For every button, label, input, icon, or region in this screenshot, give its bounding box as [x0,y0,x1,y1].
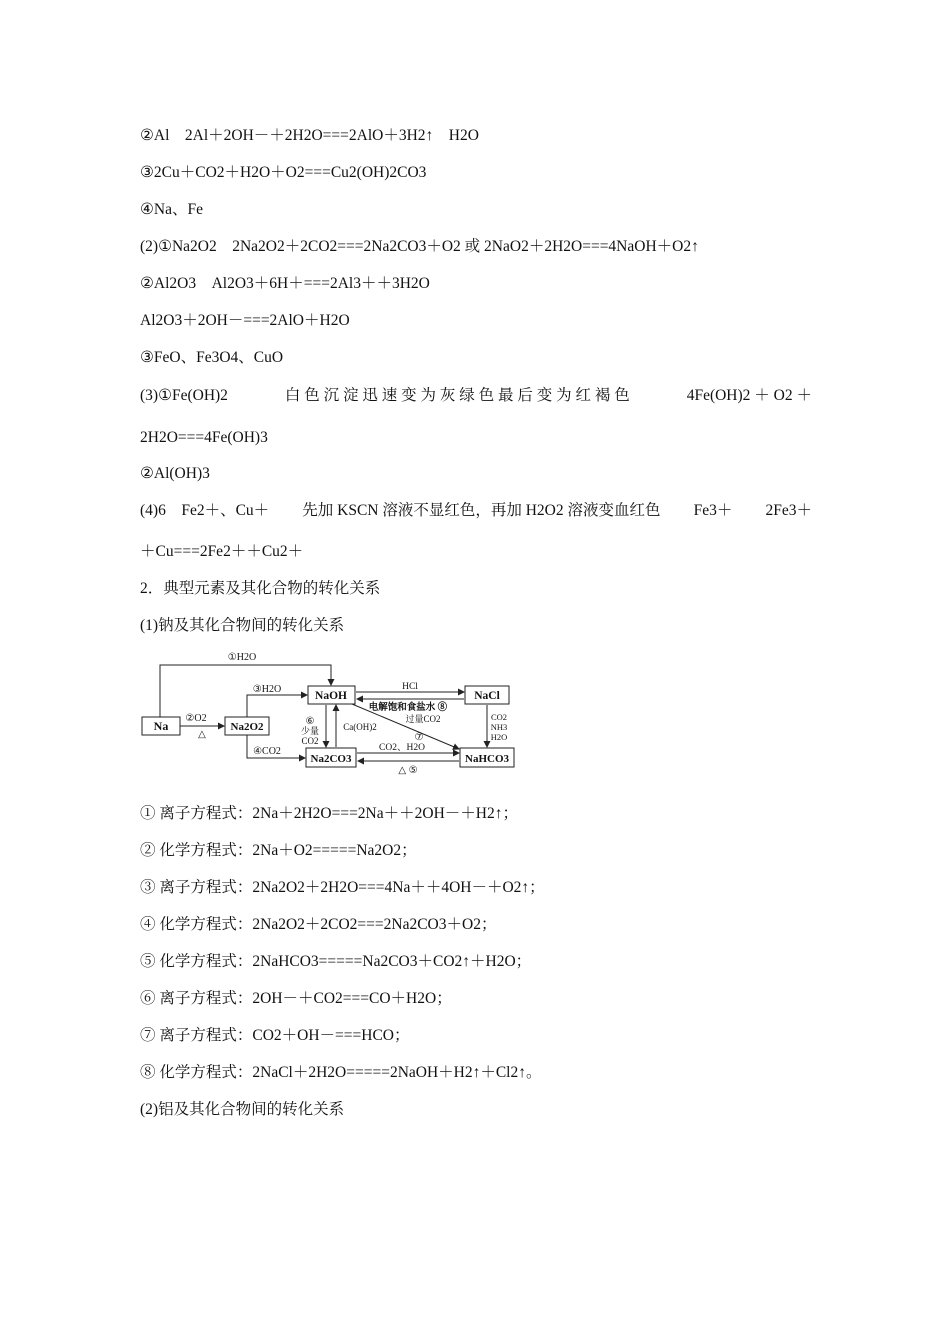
answer-part: (3)①Fe(OH)2 [140,387,228,404]
reaction-4-label: ④CO2 [253,746,281,757]
na2o2-label: Na2O2 [230,721,264,733]
reaction-6-amount: 少量 [300,726,320,736]
equation-line: ④ 化学方程式：2Na2O2＋2CO2===2Na2CO3＋O2； [140,916,497,933]
equation-line: ① 离子方程式：2Na＋2H2O===2Na＋＋2OH－＋H2↑； [140,805,518,822]
reaction-7-co2-label: 过量CO2 [405,714,441,724]
equation-line: ⑧ 化学方程式：2NaCl＋2H2O=====2NaOH＋H2↑＋Cl2↑。 [140,1064,542,1081]
answer-line: ＋Cu===2Fe2＋＋Cu2＋ [140,543,304,560]
answer-line [140,385,812,407]
answer-part: 先加 KSCN 溶液不显红色，再加 H2O2 溶液变血红色 [302,502,661,519]
reaction-2-label: ②O2 [185,713,207,724]
reaction-2-condition: △ [198,729,206,740]
answer-part: Fe3＋ [693,502,733,519]
equation-line: ② 化学方程式：2Na＋O2=====Na2O2； [140,842,417,859]
section-heading: 2．典型元素及其化合物的转化关系 [140,580,381,597]
answer-line: 2H2O===4Fe(OH)3 [140,429,268,446]
equation-line: ⑥ 离子方程式：2OH－＋CO2===CO＋H2O； [140,990,452,1007]
naoh-label: NaOH [315,690,347,702]
answer-part: (4)6 Fe2＋、Cu＋ [140,502,270,519]
reaction-8-label: 电解饱和食盐水 ⑧ [368,703,448,713]
nacl-label: NaCl [474,690,500,702]
reagent-h2o-label: H2O [490,732,508,742]
answer-part: 4Fe(OH)2 ＋ O2 ＋ [686,387,812,404]
sodium-conversion-diagram [140,648,520,778]
answer-part: 白 色 沉 淀 迅 速 变 为 灰 绿 色 最 后 变 为 红 褐 色 [284,387,630,404]
answer-line: (2)①Na2O2 2Na2O2＋2CO2===2Na2CO3＋O2 或 2NaO2＋2H2O===4NaOH＋O2↑ [140,238,699,255]
na2co3-label: Na2CO3 [310,753,352,765]
reaction-1-label: ①H2O [227,652,257,663]
equation-line: ⑤ 化学方程式：2NaHCO3=====Na2CO3＋CO2↑＋H2O； [140,953,532,970]
reagent-co2-label: CO2 [490,712,508,722]
equation-line: ⑦ 离子方程式：CO2＋OH－===HCO； [140,1027,410,1044]
answer-line: Al2O3＋2OH－===2AlO＋H2O [140,312,350,329]
answer-part: 2Fe3＋ [765,502,812,519]
reaction-6-reagent: CO2 [301,736,319,746]
equation-line: ③ 离子方程式：2Na2O2＋2H2O===4Na＋＋4OH－＋O2↑； [140,879,545,896]
answer-line: ④Na、Fe [140,201,203,218]
answer-line [140,500,812,522]
reaction-5-label: △ ⑤ [398,765,418,776]
arrow-3 [247,695,307,717]
answer-line: ③2Cu＋CO2＋H2O＋O2===Cu2(OH)2CO3 [140,164,427,181]
caoh-label: Ca(OH)2 [343,722,377,732]
co2-h2o-label: CO2、H2O [379,743,425,753]
answer-line: ②Al2O3 Al2O3＋6H＋===2Al3＋＋3H2O [140,275,430,292]
na-label: Na [153,719,169,733]
nahco3-label: NaHCO3 [465,753,509,765]
arrow-1 [160,665,331,717]
answer-line: ③FeO、Fe3O4、CuO [140,349,284,366]
answer-line: ②Al(OH)3 [140,465,210,482]
subsection-heading: (1)钠及其化合物间的转化关系 [140,617,345,634]
reagent-nh3-label: NH3 [490,722,508,732]
reaction-7-label: ⑦ [414,732,424,743]
subsection-heading: (2)铝及其化合物间的转化关系 [140,1101,345,1118]
reaction-6-label: ⑥ [305,716,315,727]
reaction-3-label: ③H2O [252,684,282,695]
answer-line: ②Al 2Al＋2OH－＋2H2O===2AlO＋3H2↑ H2O [140,127,479,144]
hcl-label: HCl [402,682,418,692]
